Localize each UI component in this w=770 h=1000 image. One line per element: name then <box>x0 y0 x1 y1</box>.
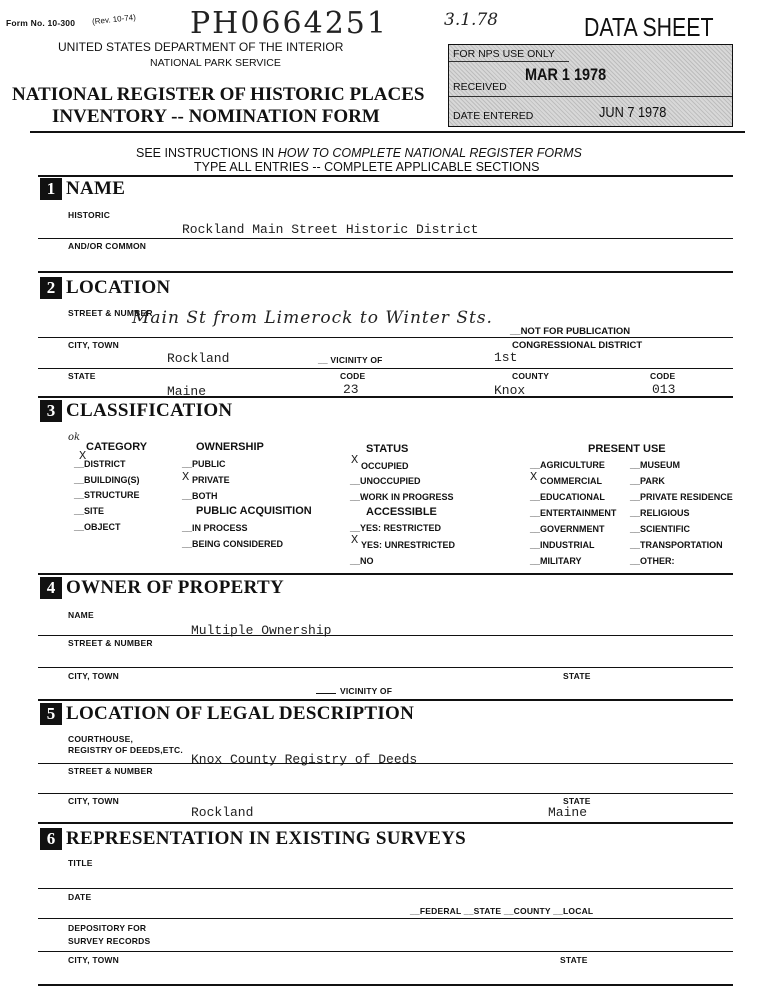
use-scientific[interactable]: __SCIENTIFIC <box>630 524 691 534</box>
ownership-header: OWNERSHIP <box>196 441 264 453</box>
use-religious[interactable]: __RELIGIOUS <box>630 508 690 518</box>
nps-use-label: FOR NPS USE ONLY <box>453 48 555 60</box>
use-commercial[interactable]: COMMERCIAL <box>540 476 602 486</box>
vicinity-blank <box>316 693 336 694</box>
acquisition-being-considered[interactable]: __BEING CONSIDERED <box>182 539 284 549</box>
state-value: Maine <box>167 384 207 399</box>
survey-levels: __FEDERAL __STATE __COUNTY __LOCAL <box>410 906 594 916</box>
field-line <box>38 667 733 668</box>
owner-name-label: NAME <box>68 610 94 620</box>
historic-name-value: Rockland Main Street Historic District <box>182 222 479 237</box>
owner-street-label: STREET & NUMBER <box>68 638 153 648</box>
section-2-number: 2 <box>40 277 62 299</box>
section-3-number: 3 <box>40 400 62 422</box>
field-line <box>38 635 733 636</box>
field-line <box>38 368 733 369</box>
public-acquisition-header: PUBLIC ACQUISITION <box>196 505 312 517</box>
ownership-both[interactable]: __BOTH <box>182 491 218 501</box>
courthouse-label: COURTHOUSE, <box>68 734 134 744</box>
form-number: Form No. 10-300 <box>6 18 76 28</box>
registry-label: REGISTRY OF DEEDS,ETC. <box>68 745 183 755</box>
use-park[interactable]: __PARK <box>630 476 665 486</box>
section-2-title: LOCATION <box>66 277 171 298</box>
section-5-title: LOCATION OF LEGAL DESCRIPTION <box>66 703 415 724</box>
section-rule <box>38 822 733 824</box>
section-rule <box>38 573 733 575</box>
legal-state-label: STATE <box>563 796 591 806</box>
header-rule <box>30 131 745 133</box>
state-code-value: 23 <box>343 382 359 397</box>
section-rule <box>38 396 733 398</box>
city-town-label: CITY, TOWN <box>68 340 119 350</box>
use-other[interactable]: __OTHER: <box>630 556 675 566</box>
historic-label: HISTORIC <box>68 210 111 220</box>
field-line <box>38 951 733 952</box>
use-entertainment[interactable]: __ENTERTAINMENT <box>530 508 617 518</box>
county-value: Knox <box>494 383 526 398</box>
use-private-residence[interactable]: __PRIVATE RESIDENCE <box>630 492 733 502</box>
commercial-checkmark: X <box>530 470 538 484</box>
department-name: UNITED STATES DEPARTMENT OF THE INTERIOR <box>58 40 344 54</box>
category-district[interactable]: __DISTRICT <box>74 459 126 469</box>
date-entered-label: DATE ENTERED <box>453 110 534 122</box>
county-label: COUNTY <box>512 371 550 381</box>
district-checkmark: X <box>79 449 87 463</box>
survey-city-label: CITY, TOWN <box>68 955 119 965</box>
field-line <box>38 918 733 919</box>
street-number-label: STREET & NUMBER <box>68 308 153 318</box>
use-museum[interactable]: __MUSEUM <box>630 460 681 470</box>
legal-city-value: Rockland <box>191 805 254 820</box>
state-code-label: CODE <box>340 371 366 381</box>
vicinity-label: __ VICINITY OF <box>318 355 383 365</box>
field-line <box>38 888 733 889</box>
courthouse-value: Knox County Registry of Deeds <box>191 752 418 767</box>
survey-date-label: DATE <box>68 892 92 902</box>
section-4-number: 4 <box>40 577 62 599</box>
section-6-number: 6 <box>40 828 62 850</box>
section-3-title: CLASSIFICATION <box>66 400 233 421</box>
owner-name-value: Multiple Ownership <box>191 623 332 638</box>
section-1-title: NAME <box>66 178 126 199</box>
private-checkmark: X <box>182 470 190 484</box>
congressional-district-label: CONGRESSIONAL DISTRICT <box>512 340 643 351</box>
field-line <box>38 763 733 764</box>
handwritten-date: 3.1.78 <box>444 10 499 30</box>
field-line <box>38 238 733 239</box>
street-value-handwritten: Main St from Limerock to Winter Sts. <box>132 308 493 328</box>
owner-state-label: STATE <box>563 671 591 681</box>
city-value: Rockland <box>167 351 230 366</box>
section-5-number: 5 <box>40 703 62 725</box>
use-agriculture[interactable]: __AGRICULTURE <box>530 460 605 470</box>
use-transportation[interactable]: __TRANSPORTATION <box>630 540 723 550</box>
form-title-line2: INVENTORY -- NOMINATION FORM <box>52 106 380 127</box>
accessible-unrestricted[interactable]: YES: UNRESTRICTED <box>361 540 456 550</box>
section-rule <box>38 271 733 273</box>
status-work-in-progress[interactable]: __WORK IN PROGRESS <box>350 492 454 502</box>
unrestricted-checkmark: X <box>351 533 359 547</box>
nps-divider <box>449 96 732 97</box>
accessible-no[interactable]: __NO <box>350 556 374 566</box>
accessible-restricted[interactable]: __YES: RESTRICTED <box>350 523 442 533</box>
survey-title-label: TITLE <box>68 858 93 868</box>
district-value: 1st <box>494 350 518 365</box>
accessible-header: ACCESSIBLE <box>366 506 437 518</box>
field-line <box>38 793 733 794</box>
nps-use-box <box>448 44 733 127</box>
acquisition-in-process[interactable]: __IN PROCESS <box>182 523 248 533</box>
legal-street-label: STREET & NUMBER <box>68 766 153 776</box>
depository-label-2: SURVEY RECORDS <box>68 936 151 946</box>
instructions-line1: SEE INSTRUCTIONS IN HOW TO COMPLETE NATIONAL REGISTER FORMS <box>136 146 582 160</box>
category-buildings[interactable]: __BUILDING(S) <box>74 475 140 485</box>
depository-label-1: DEPOSITORY FOR <box>68 923 147 933</box>
use-government[interactable]: __GOVERNMENT <box>530 524 605 534</box>
instructions-line2: TYPE ALL ENTRIES -- COMPLETE APPLICABLE SECTIONS <box>194 160 540 174</box>
section-6-title: REPRESENTATION IN EXISTING SURVEYS <box>66 828 467 849</box>
ok-annotation: ok <box>68 432 81 443</box>
received-label: RECEIVED <box>453 81 507 93</box>
received-date: MAR 1 1978 <box>525 65 607 84</box>
data-sheet-label: DATA SHEET <box>584 12 714 42</box>
use-military[interactable]: __MILITARY <box>530 556 582 566</box>
legal-city-label: CITY, TOWN <box>68 796 119 806</box>
legal-state-value: Maine <box>548 805 588 820</box>
date-entered-value: JUN 7 1978 <box>599 104 667 121</box>
use-industrial[interactable]: __INDUSTRIAL <box>530 540 595 550</box>
form-title-line1: NATIONAL REGISTER OF HISTORIC PLACES <box>12 84 425 105</box>
county-code-value: 013 <box>652 382 676 397</box>
status-header: STATUS <box>366 443 409 455</box>
common-name-label: AND/OR COMMON <box>68 241 147 251</box>
revision-note: (Rev. 10-74) <box>91 12 137 27</box>
owner-city-label: CITY, TOWN <box>68 671 119 681</box>
bottom-rule <box>38 984 733 986</box>
county-code-label: CODE <box>650 371 676 381</box>
nps-divider <box>449 61 569 62</box>
status-unoccupied[interactable]: __UNOCCUPIED <box>350 476 421 486</box>
service-name: NATIONAL PARK SERVICE <box>150 57 281 69</box>
category-structure[interactable]: __STRUCTURE <box>74 490 140 500</box>
instructions-rule <box>38 175 733 177</box>
state-label: STATE <box>68 371 96 381</box>
ownership-public[interactable]: __PUBLIC <box>182 459 226 469</box>
survey-state-label: STATE <box>560 955 588 965</box>
owner-vicinity-label: VICINITY OF <box>340 686 393 696</box>
category-object[interactable]: __OBJECT <box>74 522 121 532</box>
category-site[interactable]: __SITE <box>74 506 105 516</box>
field-line <box>38 337 733 338</box>
handwritten-id: PH0664251 <box>190 6 388 41</box>
section-4-title: OWNER OF PROPERTY <box>66 577 285 598</box>
not-for-publication: __NOT FOR PUBLICATION <box>510 326 631 337</box>
present-use-header: PRESENT USE <box>588 443 666 455</box>
use-educational[interactable]: __EDUCATIONAL <box>530 492 605 502</box>
category-header: CATEGORY <box>86 441 148 453</box>
section-rule <box>38 699 733 701</box>
ownership-private[interactable]: PRIVATE <box>192 475 230 485</box>
occupied-checkmark: X <box>351 453 359 467</box>
section-1-number: 1 <box>40 178 62 200</box>
status-occupied[interactable]: OCCUPIED <box>361 461 409 471</box>
